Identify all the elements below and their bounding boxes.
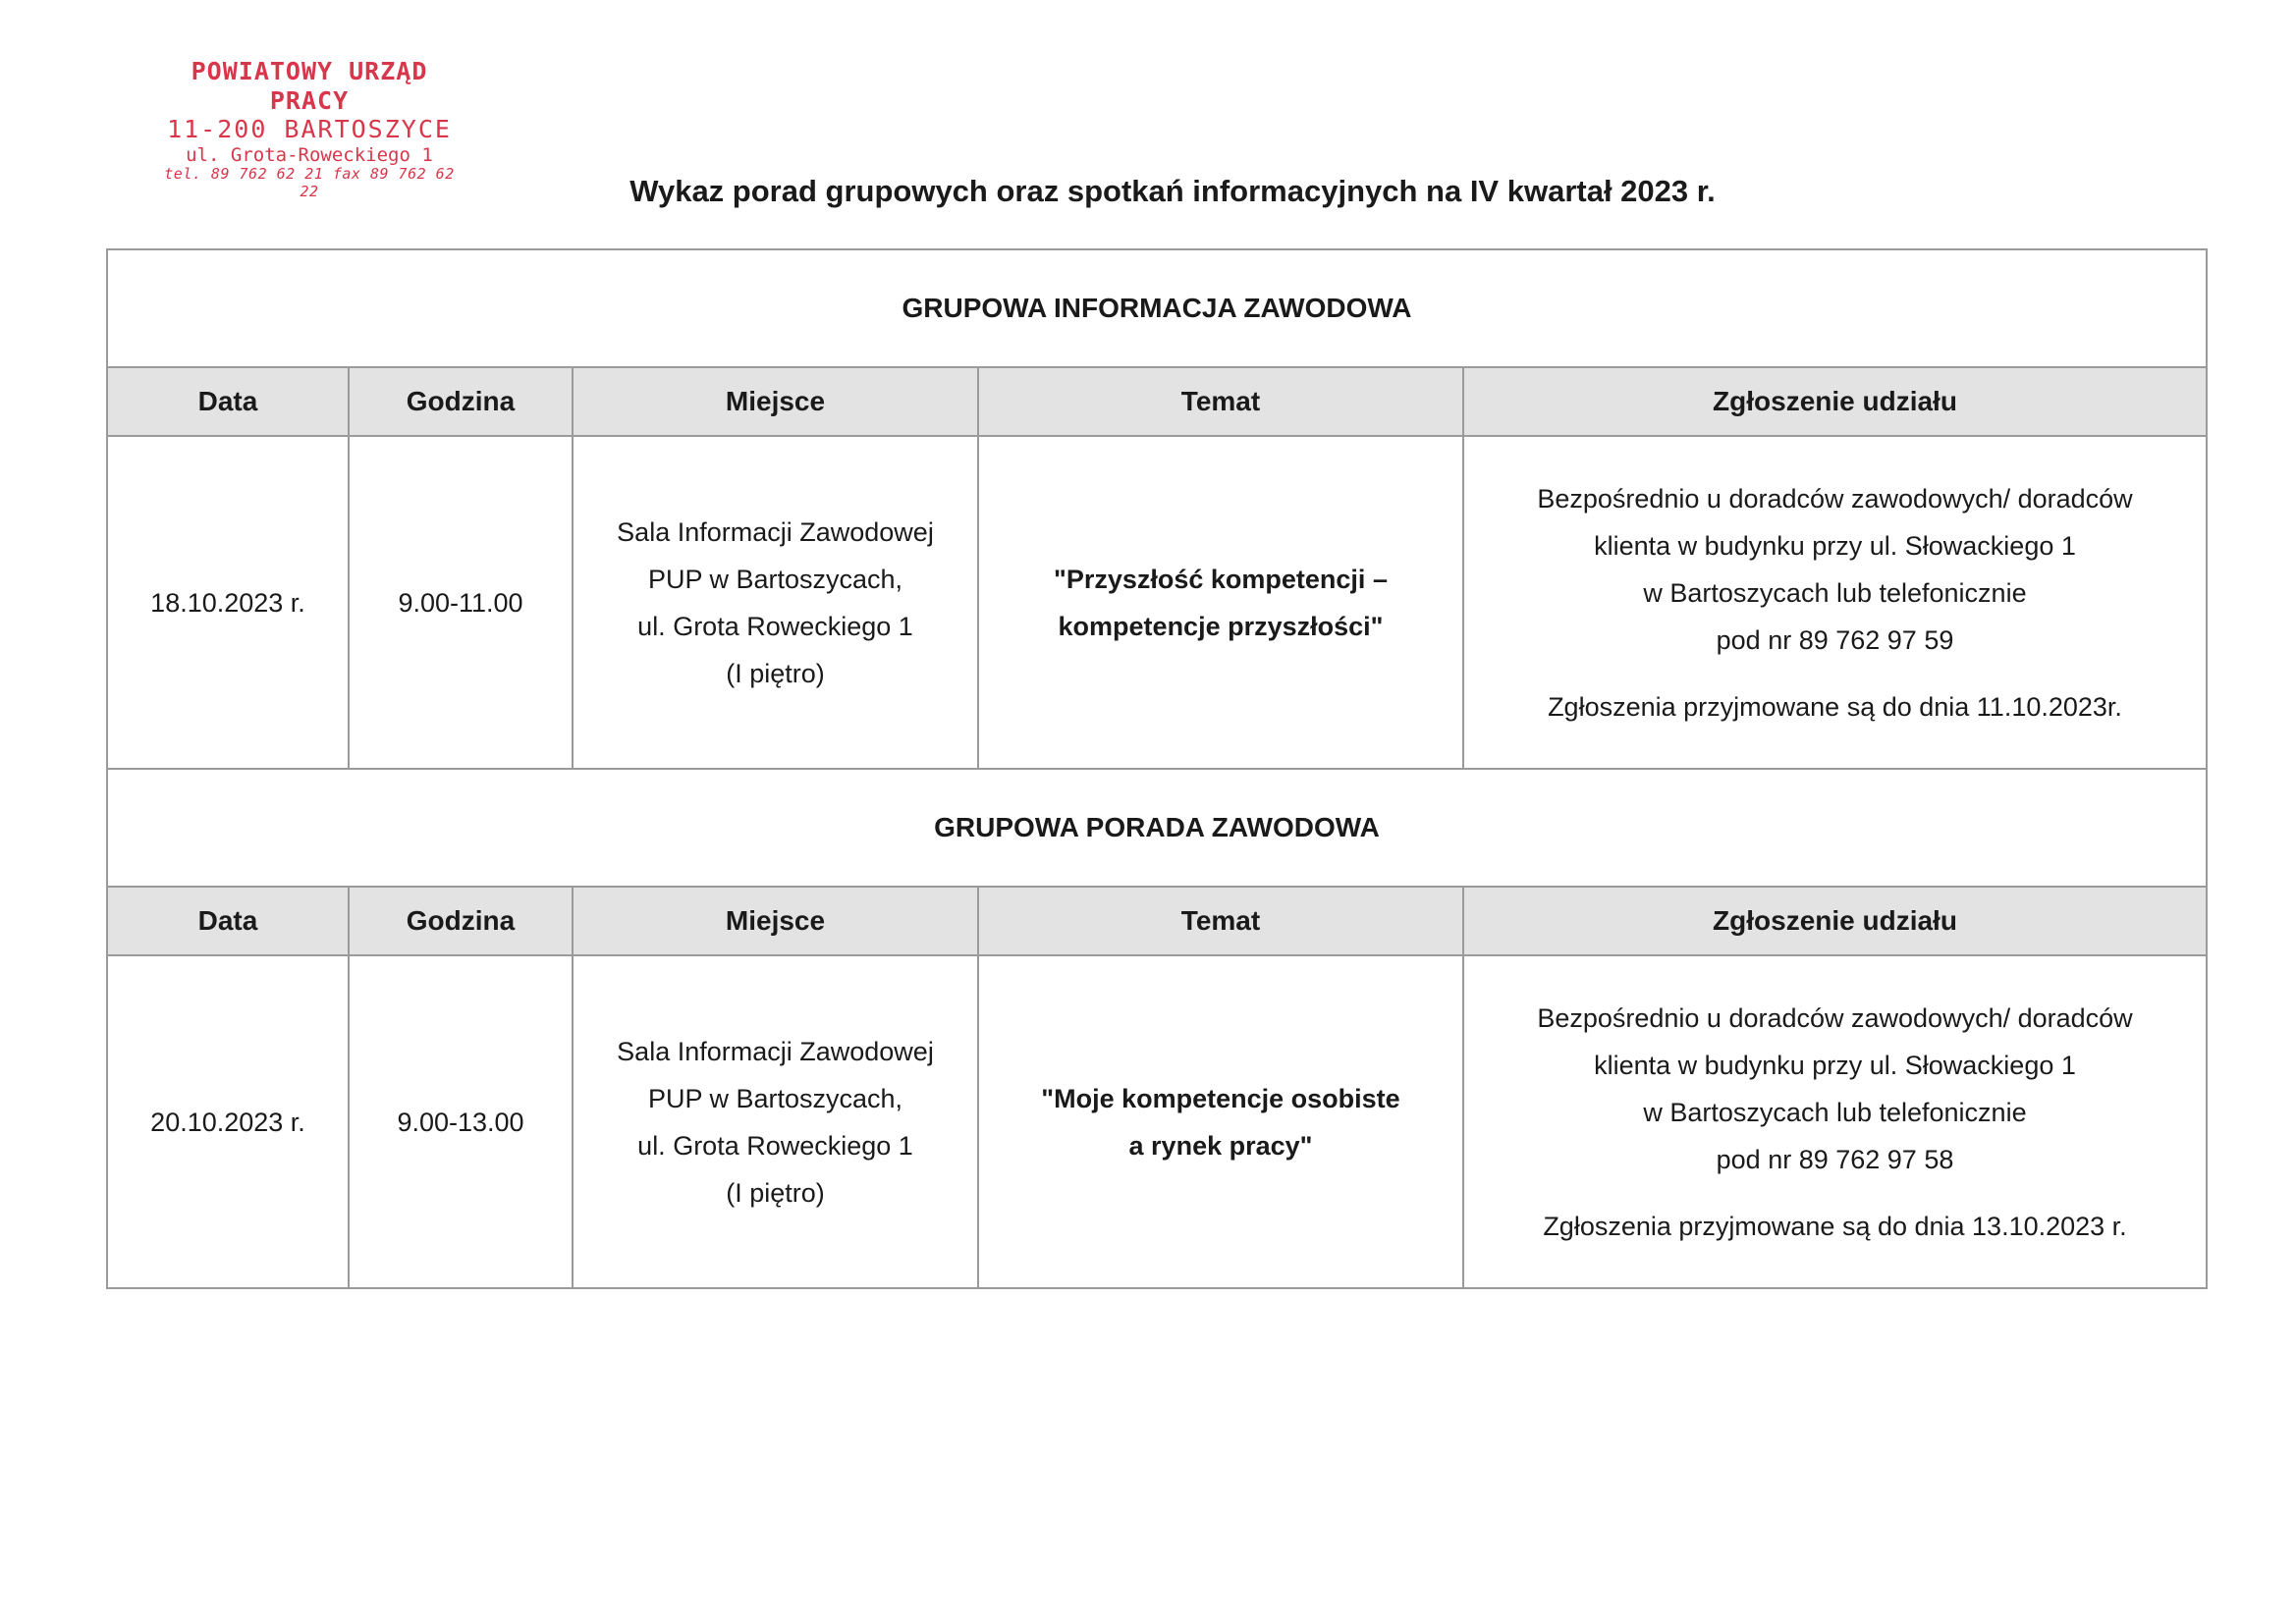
registration-cell xyxy=(1464,437,2206,768)
place-line: ul. Grota Roweckiego 1 xyxy=(637,611,913,641)
place-line: (I piętro) xyxy=(726,1177,825,1208)
column-header-time: Godzina xyxy=(350,368,574,435)
registration-line: pod nr 89 762 97 59 xyxy=(1716,624,1954,655)
column-header-topic: Temat xyxy=(979,368,1464,435)
place-line: (I piętro) xyxy=(726,658,825,688)
column-header-place: Miejsce xyxy=(574,368,979,435)
stamp-street: ul. Grota-Roweckiego 1 xyxy=(186,143,433,166)
date-cell: 20.10.2023 r. xyxy=(108,956,350,1287)
place-cell xyxy=(574,956,979,1287)
column-header-date: Data xyxy=(108,888,350,954)
topic-line: "Przyszłość kompetencji – xyxy=(1054,564,1388,594)
topic-line: "Moje kompetencje osobiste xyxy=(1041,1083,1400,1113)
column-header-registration: Zgłoszenie udziału xyxy=(1713,386,1957,416)
section-group-information xyxy=(108,250,2206,770)
table-row xyxy=(108,956,2206,1287)
time-cell: 9.00-11.00 xyxy=(350,437,574,768)
place-line: ul. Grota Roweckiego 1 xyxy=(637,1130,913,1161)
column-header-time: Godzina xyxy=(350,888,574,954)
registration-line: klienta w budynku przy ul. Słowackiego 1 xyxy=(1594,530,2076,561)
place-line: PUP w Bartoszycach, xyxy=(647,1083,903,1113)
date-cell: 18.10.2023 r. xyxy=(108,437,350,768)
stamp-postal-city: 11-200 BARTOSZYCE xyxy=(167,115,452,143)
registration-cell xyxy=(1464,956,2206,1287)
table-header-row xyxy=(108,368,2206,437)
topic-cell xyxy=(979,437,1464,768)
schedule-table xyxy=(106,248,2208,1289)
registration-deadline: Zgłoszenia przyjmowane są do dnia 13.10.2023 r. xyxy=(1543,1211,2127,1241)
place-line: Sala Informacji Zawodowej xyxy=(617,1036,934,1066)
registration-deadline: Zgłoszenia przyjmowane są do dnia 11.10.2023r. xyxy=(1548,691,2122,722)
document-title: Wykaz porad grupowych oraz spotkań informacyjnych na IV kwartał 2023 r. xyxy=(629,174,1716,208)
section-group-counseling xyxy=(108,770,2206,1287)
topic-line: a rynek pracy" xyxy=(1128,1130,1313,1161)
registration-line: pod nr 89 762 97 58 xyxy=(1716,1144,1954,1174)
registration-line: Bezpośrednio u doradców zawodowych/ doradców xyxy=(1537,1002,2133,1033)
section-title: GRUPOWA INFORMACJA ZAWODOWA xyxy=(108,250,2206,368)
topic-cell xyxy=(979,956,1464,1287)
column-header-date: Data xyxy=(108,368,350,435)
registration-line: w Bartoszycach lub telefonicznie xyxy=(1643,1097,2027,1127)
registration-line: w Bartoszycach lub telefonicznie xyxy=(1643,577,2027,608)
column-header-place: Miejsce xyxy=(574,888,979,954)
time-cell: 9.00-13.00 xyxy=(350,956,574,1287)
table-row xyxy=(108,437,2206,770)
column-header-registration: Zgłoszenie udziału xyxy=(1713,905,1957,936)
column-header-topic: Temat xyxy=(979,888,1464,954)
section-title: GRUPOWA PORADA ZAWODOWA xyxy=(108,770,2206,888)
place-cell xyxy=(574,437,979,768)
registration-line: klienta w budynku przy ul. Słowackiego 1 xyxy=(1594,1050,2076,1080)
stamp-phone-fax: tel. 89 762 62 21 fax 89 762 62 22 xyxy=(164,164,455,200)
registration-line: Bezpośrednio u doradców zawodowych/ doradców xyxy=(1537,483,2133,514)
table-header-row xyxy=(108,888,2206,956)
topic-line: kompetencje przyszłości" xyxy=(1058,611,1384,641)
stamp-office-name: POWIATOWY URZĄD PRACY xyxy=(191,57,428,115)
place-line: PUP w Bartoszycach, xyxy=(647,564,903,594)
place-line: Sala Informacji Zawodowej xyxy=(617,516,934,547)
